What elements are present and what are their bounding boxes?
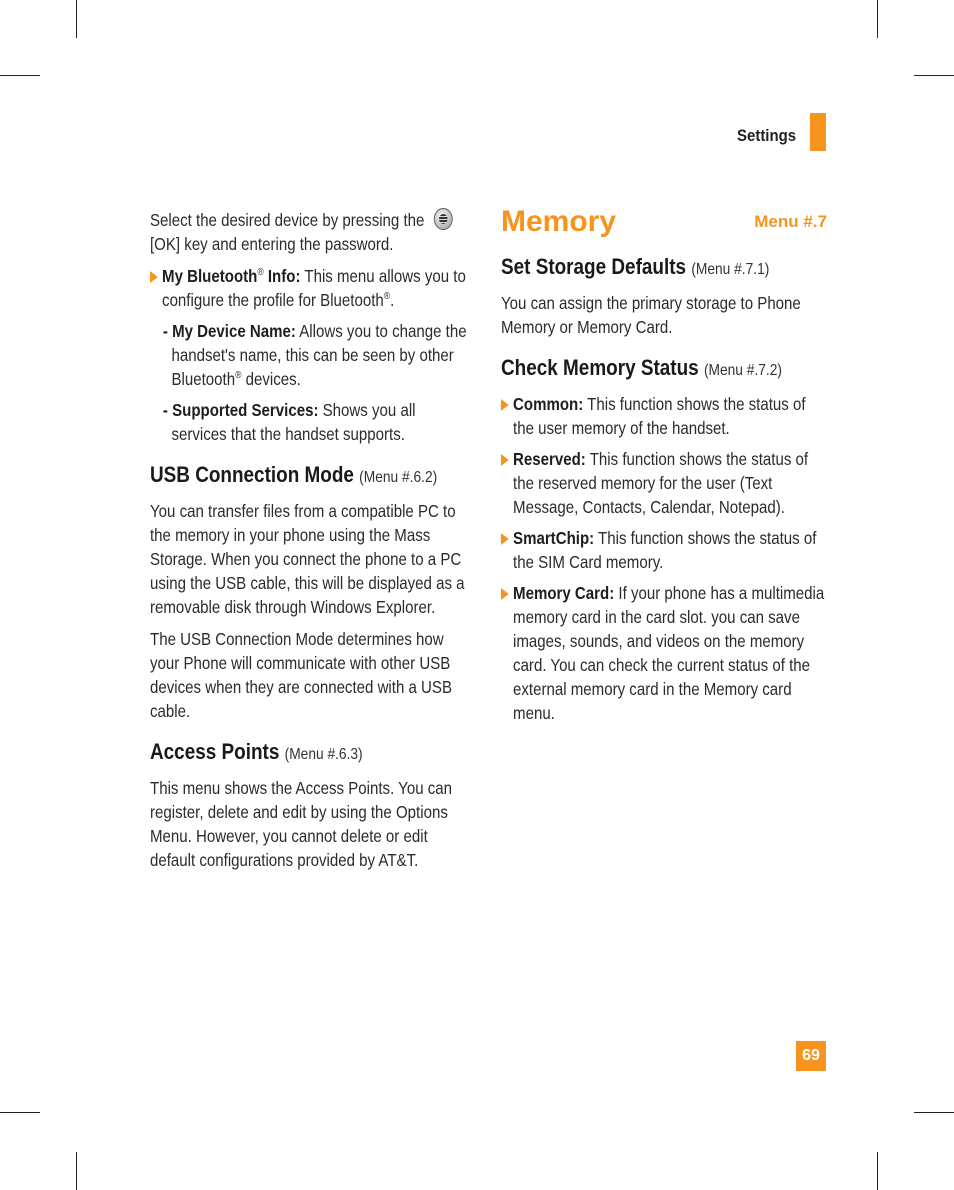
list-item-common: Common: This function shows the status of the user memory of the handset. xyxy=(501,392,826,440)
list-item-memory-card: Memory Card: If your phone has a multimedia memory card in the card slot. you can save images, sounds, and videos on the memory card. You can check the current status of the external memory card in the Memory card menu. xyxy=(501,581,826,725)
crop-mark xyxy=(877,0,878,38)
access-points-heading: Access Points (Menu #.6.3) xyxy=(150,739,363,764)
access-points-paragraph: This menu shows the Access Points. You can register, delete and edit by using the Options Menu. However, you cannot delete or edit default configurations provided by AT&T. xyxy=(150,778,453,870)
intro-paragraph: Select the desired device by pressing the [OK] key and entering the password. xyxy=(150,208,471,256)
triangle-bullet-icon xyxy=(150,271,158,283)
crop-mark xyxy=(914,1112,954,1113)
set-storage-defaults-heading: Set Storage Defaults (Menu #.7.1) xyxy=(501,254,770,279)
usb-paragraph-2: The USB Connection Mode determines how your Phone will communicate with other USB devices when they are connected with a USB cable. xyxy=(150,629,453,721)
crop-mark xyxy=(914,75,954,76)
list-item-device-name: - My Device Name: Allows you to change the handset's name, this can be seen by other Bluetooth® devices. xyxy=(162,321,467,389)
crop-mark xyxy=(877,1152,878,1190)
section-header-title: Settings xyxy=(736,126,796,145)
set-storage-defaults-paragraph: You can assign the primary storage to Phone Memory or Memory Card. xyxy=(501,293,801,337)
page-number: 69 xyxy=(796,1041,826,1071)
memory-menu-ref: Menu #.7 xyxy=(754,212,827,231)
memory-title: Memory xyxy=(501,205,617,238)
triangle-bullet-icon xyxy=(501,454,509,466)
section-header-bar xyxy=(810,113,826,151)
left-column xyxy=(150,208,472,880)
crop-mark xyxy=(76,1152,77,1190)
ok-key-icon xyxy=(434,208,453,230)
triangle-bullet-icon xyxy=(501,588,509,600)
usb-paragraph-1: You can transfer files from a compatible PC to the memory in your phone using the Mass Storage. When you connect the phone to a PC using the USB cable, this will be displayed as a removable disk through Windows Explorer. xyxy=(150,501,465,617)
list-item-smartchip: SmartChip: This function shows the status of the SIM Card memory. xyxy=(501,526,826,574)
list-item-reserved: Reserved: This function shows the status of the reserved memory for the user (Text Message, Contacts, Calendar, Notepad). xyxy=(501,447,826,519)
crop-mark xyxy=(76,0,77,38)
usb-connection-heading: USB Connection Mode (Menu #.6.2) xyxy=(150,462,438,487)
list-item-supported-services: - Supported Services: Shows you all services that the handset supports. xyxy=(162,400,416,444)
check-memory-status-heading: Check Memory Status (Menu #.7.2) xyxy=(501,355,782,380)
crop-mark xyxy=(0,75,40,76)
triangle-bullet-icon xyxy=(501,533,509,545)
triangle-bullet-icon xyxy=(501,399,509,411)
list-item-bluetooth-info: My Bluetooth® Info: This menu allows you to configure the profile for Bluetooth®. xyxy=(150,264,471,312)
right-column xyxy=(501,205,827,732)
crop-mark xyxy=(0,1112,40,1113)
